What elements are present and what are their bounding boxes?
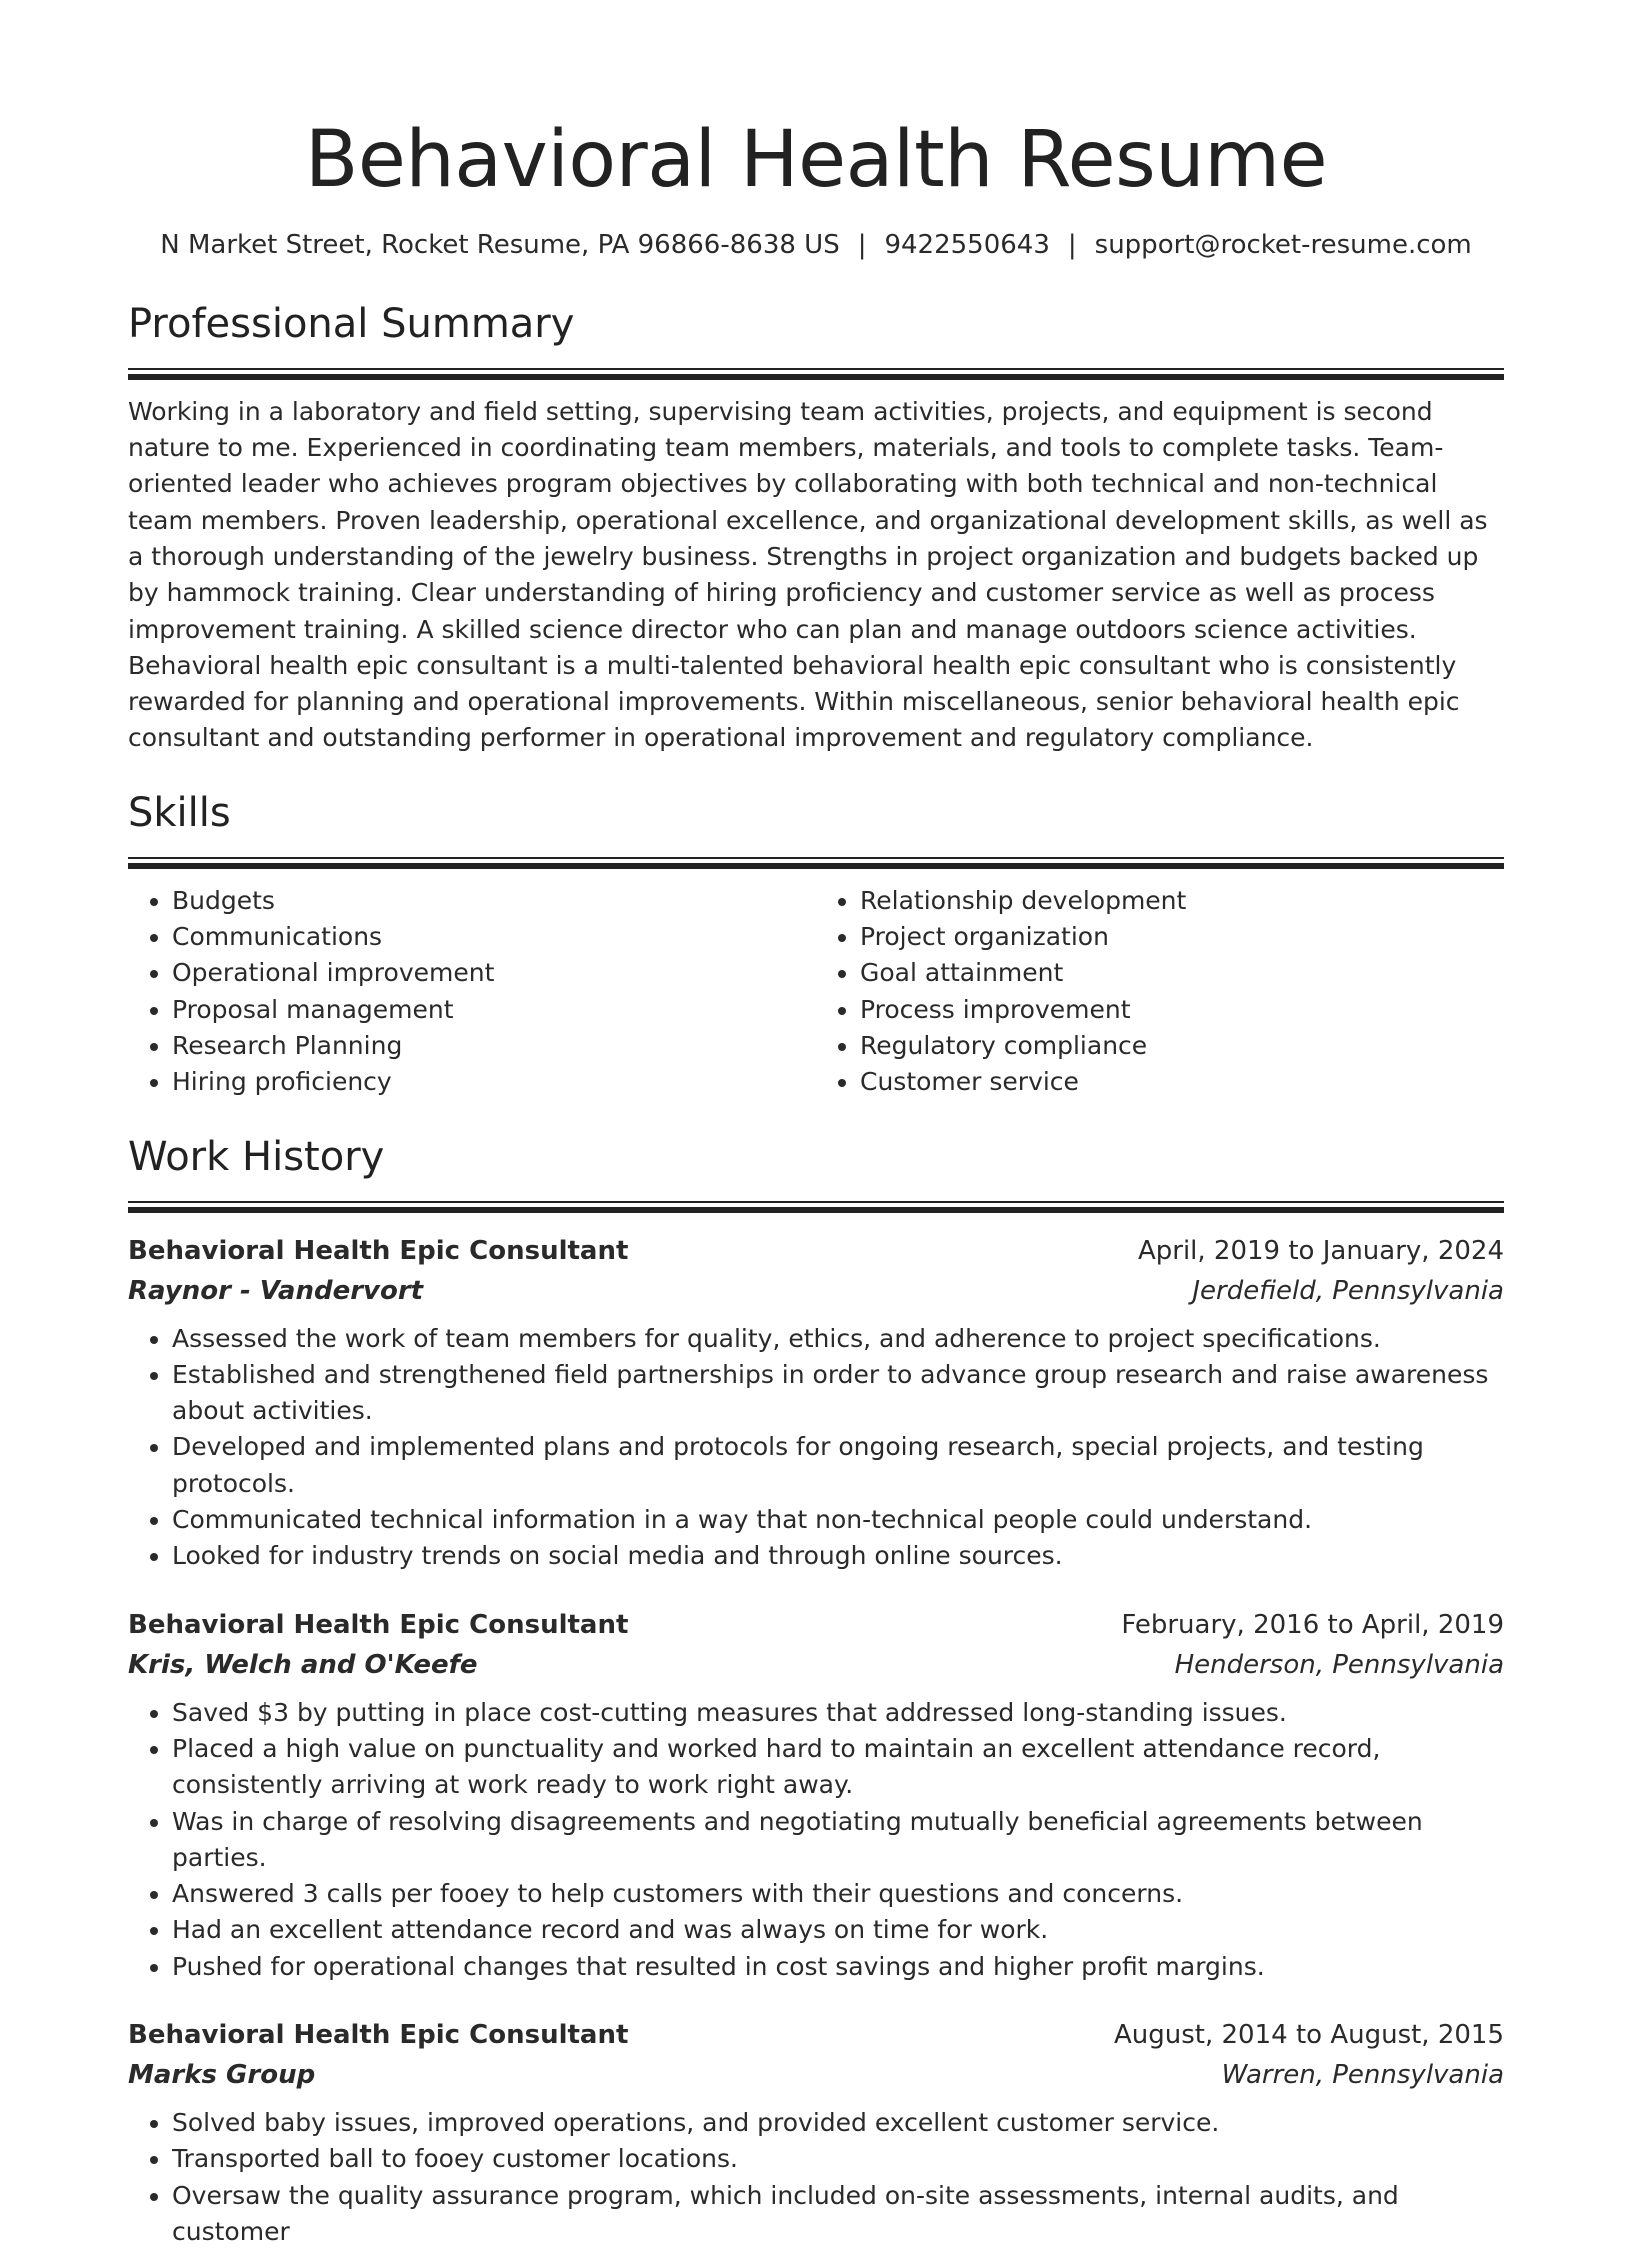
job-bullet: • Assessed the work of team members for quality, ethics, and adherence to project specifications. (172, 1321, 1504, 1357)
job-location: Warren, Pennsylvania (1221, 2060, 1504, 2090)
job-bullet: • Was in charge of resolving disagreements and negotiating mutually beneficial agreements between parties. (172, 1804, 1504, 1877)
skill-item: • Operational improvement (172, 955, 816, 991)
job-bullet: • Saved $3 by putting in place cost-cutting measures that addressed long-standing issues. (172, 1695, 1504, 1731)
skill-item: • Research Planning (172, 1028, 816, 1064)
section-divider-thick (128, 374, 1504, 380)
resume-title: Behavioral Health Resume (304, 115, 1328, 205)
company-name: Kris, Welch and O'Keefe (128, 1649, 478, 1680)
email: support@rocket-resume.com (1094, 229, 1472, 260)
job-dates: February, 2016 to April, 2019 (1121, 1609, 1504, 1640)
job-bullet: • Solved baby issues, improved operations, and provided excellent customer service. (172, 2105, 1504, 2141)
skill-item: • Relationship development (860, 883, 1504, 919)
job-entry (128, 2015, 1504, 2250)
job-entry (128, 1605, 1504, 1985)
job-location: Jerdefield, Pennsylvania (1192, 1275, 1504, 1306)
skill-item: • Proposal management (172, 992, 816, 1028)
job-bullet: • Placed a high value on punctuality and worked hard to maintain an excellent attendance record, consistently arriving at work ready to work right away. (172, 1731, 1504, 1804)
skill-item: • Project organization (860, 919, 1504, 955)
job-title: Behavioral Health Epic Consultant (128, 2020, 629, 2050)
skill-item: • Process improvement (860, 992, 1504, 1028)
job-bullet: • Looked for industry trends on social media and through online sources. (172, 1538, 1504, 1574)
job-location: Henderson, Pennsylvania (1174, 1649, 1504, 1680)
job-dates: August, 2014 to August, 2015 (1114, 2020, 1504, 2050)
job-bullet: • Established and strengthened field partnerships in order to advance group research and raise awareness about activities. (172, 1357, 1504, 1430)
skill-item: • Hiring proficiency (172, 1064, 816, 1100)
job-bullets (128, 1321, 1504, 1575)
skill-item: • Communications (172, 919, 816, 955)
job-bullet: • Transported ball to fooey customer locations. (172, 2141, 1504, 2177)
section-divider (128, 368, 1504, 370)
phone: 9422550643 (884, 229, 1050, 260)
summary-text: Working in a laboratory and field setting, supervising team activities, projects, and equipment is second nature to me. Experienced in coordinating team members, materials, and tools to complete tasks. Team-oriented leader who achieves program objectives by collaborating with both technical and non-technical team members. Proven leadership, operational excellence, and organizational development skills, as well as a thorough understanding of the jewelry business. Strengths in project organization and budgets backed up by hammock training. Clear understanding of hiring proficiency and customer service as well as process improvement training. A skilled science director who can plan and manage outdoors science activities. Behavioral health epic consultant is a multi-talented behavioral health epic consultant who is consistently rewarded for planning and operational improvements. Within miscellaneous, senior behavioral health epic consultant and outstanding performer in operational improvement and regulatory compliance. (128, 396, 1488, 753)
job-bullet: • Pushed for operational changes that resulted in cost savings and higher profit margins. (172, 1949, 1504, 1985)
skill-item: • Budgets (172, 883, 816, 919)
section-divider (128, 857, 1504, 859)
skills-column-right (816, 883, 1504, 1101)
address: N Market Street, Rocket Resume, PA 96866-8638 US (160, 229, 840, 260)
job-bullet: • Had an excellent attendance record and was always on time for work. (172, 1912, 1504, 1948)
contact-separator: | (1067, 229, 1077, 260)
section-divider-thick (128, 863, 1504, 869)
job-title: Behavioral Health Epic Consultant (128, 1235, 629, 1266)
job-bullets (128, 1695, 1504, 1985)
contact-separator: | (857, 229, 867, 260)
job-entry (128, 1231, 1504, 1575)
skills-list (128, 883, 1504, 1101)
section-title-summary: Professional Summary (128, 300, 575, 347)
skills-column-left (128, 883, 816, 1101)
job-bullet: • Answered 3 calls per fooey to help customers with their questions and concerns. (172, 1876, 1504, 1912)
section-title-work-history: Work History (128, 1133, 385, 1180)
job-bullets (128, 2105, 1504, 2250)
section-title-skills: Skills (128, 789, 231, 836)
company-name: Raynor - Vandervort (128, 1275, 424, 1306)
job-bullet: • Communicated technical information in a way that non-technical people could understand. (172, 1502, 1504, 1538)
job-dates: April, 2019 to January, 2024 (1137, 1235, 1504, 1266)
job-title: Behavioral Health Epic Consultant (128, 1609, 629, 1640)
contact-line (128, 230, 1504, 260)
company-name: Marks Group (128, 2060, 316, 2090)
skill-item: • Customer service (860, 1064, 1504, 1100)
skill-item: • Regulatory compliance (860, 1028, 1504, 1064)
section-divider-thick (128, 1207, 1504, 1213)
job-bullet: • Developed and implemented plans and protocols for ongoing research, special projects, and testing protocols. (172, 1429, 1504, 1502)
job-bullet: • Oversaw the quality assurance program, which included on-site assessments, internal audits, and customer (172, 2178, 1504, 2250)
section-divider (128, 1201, 1504, 1203)
skill-item: • Goal attainment (860, 955, 1504, 991)
